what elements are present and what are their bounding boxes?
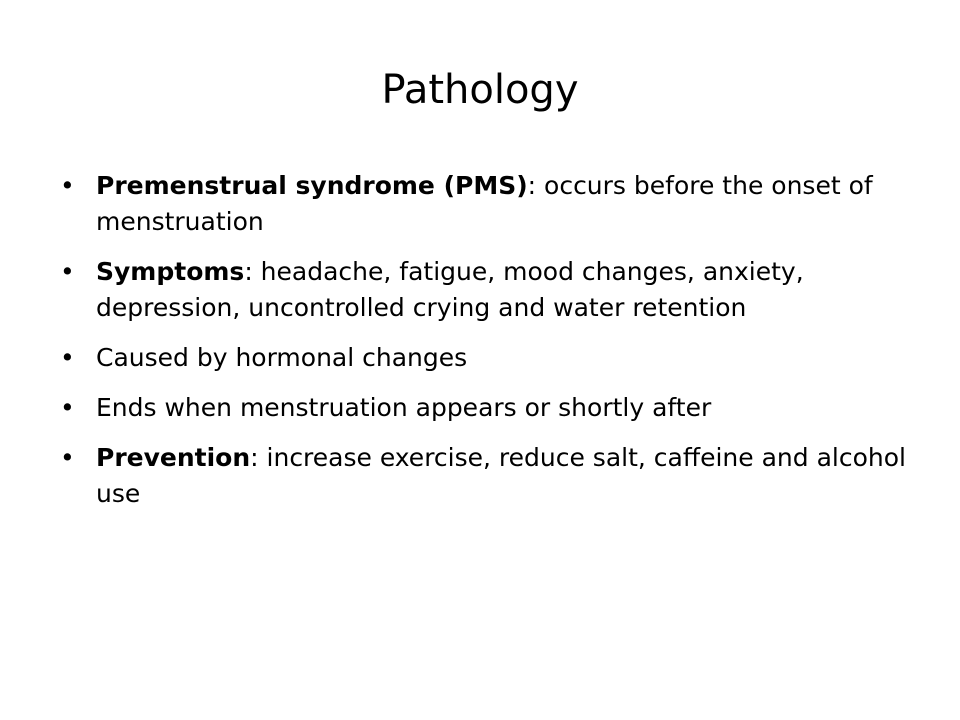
bullet-text: : headache, fatigue, mood changes, anxiety, depression, uncontrolled crying and water retention: [96, 257, 804, 322]
bullet-icon: •: [60, 393, 75, 422]
bullet-item-prevention: [60, 440, 910, 512]
bullet-item-cause: [60, 340, 910, 376]
bullet-term: Symptoms: [96, 257, 245, 286]
bullet-item-pms: [60, 168, 910, 240]
bullet-item-symptoms: [60, 254, 910, 326]
bullet-term: Prevention: [96, 443, 251, 472]
bullet-icon: •: [60, 443, 75, 472]
bullet-icon: •: [60, 257, 75, 286]
bullet-text: : occurs before the onset of menstruation: [96, 171, 873, 236]
bullet-text: Ends when menstruation appears or shortly after: [96, 393, 712, 422]
bullet-item-ends: [60, 390, 910, 426]
bullet-list: [60, 168, 910, 526]
bullet-text: : increase exercise, reduce salt, caffeine and alcohol use: [96, 443, 906, 508]
bullet-icon: •: [60, 343, 75, 372]
slide-title: Pathology: [381, 67, 579, 113]
bullet-icon: •: [60, 171, 75, 200]
bullet-term: Premenstrual syndrome (PMS): [96, 171, 528, 200]
bullet-text: Caused by hormonal changes: [96, 343, 468, 372]
